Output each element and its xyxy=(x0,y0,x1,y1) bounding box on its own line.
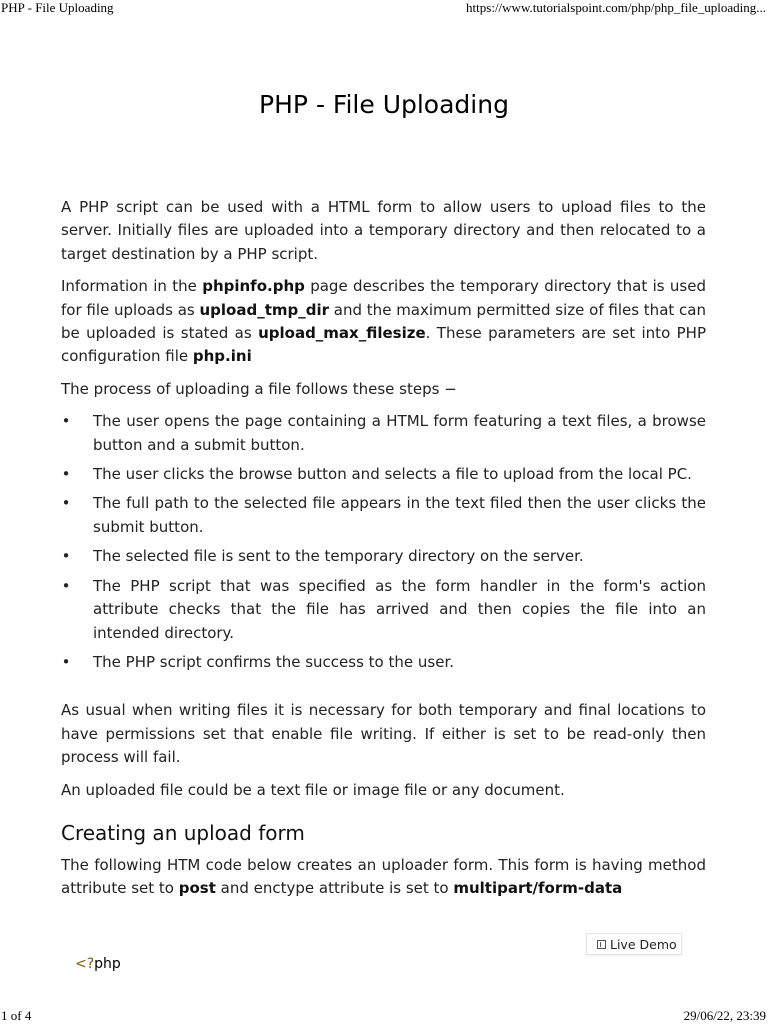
bullet-icon: • xyxy=(61,576,71,595)
bullet-icon: • xyxy=(61,494,71,513)
text-run: . These parameters are set into PHP configuration file xyxy=(61,324,707,366)
page-counter: 1 of 4 xyxy=(1,1008,32,1023)
list-item xyxy=(61,492,706,539)
text-run: Information in the xyxy=(61,277,203,296)
list-item-text: The PHP script confirms the success to the user. xyxy=(93,652,454,671)
bold-term-upload-max-filesize: upload_max_filesize xyxy=(258,324,426,343)
list-item-text: The full path to the selected file appears in the text filed then the user clicks the submit button. xyxy=(93,494,706,536)
code-snippet xyxy=(75,956,121,972)
bullet-icon: • xyxy=(61,412,71,431)
list-item xyxy=(61,410,706,457)
bullet-icon: • xyxy=(61,652,71,671)
text-run: and enctype attribute is set to xyxy=(215,879,454,898)
bullet-icon: • xyxy=(61,465,71,484)
permissions-paragraph: As usual when writing files it is necessary for both temporary and final locations to have permissions set that enable file writing. If either is set to be read-only then process will fail. xyxy=(61,701,706,767)
list-item xyxy=(61,463,706,486)
page-title: PHP - File Uploading xyxy=(259,90,509,119)
text-run: The following HTM code below creates an uploader form. This form is having method attribute set to xyxy=(61,855,706,898)
bold-term-post: post xyxy=(178,879,216,898)
print-footer xyxy=(0,1008,768,1024)
steps-list xyxy=(61,410,706,674)
list-item-text: The PHP script that was specified as the form handler in the form's action attribute checks that the file has arrived and then copies the file into an intended directory. xyxy=(93,576,706,642)
article-content xyxy=(61,196,706,910)
list-item-text: The user opens the page containing a HTML form featuring a text files, a browse button and a submit button. xyxy=(93,412,706,454)
print-header xyxy=(0,0,768,16)
spacer xyxy=(61,683,706,699)
text-run: and the maximum permitted size of files that can be uploaded is stated as xyxy=(61,300,706,343)
intro-paragraph-2 xyxy=(61,275,706,369)
live-demo-button[interactable] xyxy=(586,933,682,955)
print-datetime: 29/06/22, 23:39 xyxy=(683,1008,766,1023)
bold-term-phpinfo: phpinfo.php xyxy=(202,277,305,296)
bullet-icon: • xyxy=(61,547,71,566)
list-item xyxy=(61,575,706,645)
bold-term-php-ini: php.ini xyxy=(192,347,252,366)
bold-term-multipart: multipart/form-data xyxy=(453,879,623,898)
intro-paragraph-3: The process of uploading a file follows these steps − xyxy=(61,379,457,398)
list-item-text: The user clicks the browse button and selects a file to upload from the local PC. xyxy=(93,465,692,484)
text-run: page describes the temporary directory that is used for file uploads as xyxy=(61,277,706,319)
section-heading: Creating an upload form xyxy=(61,820,305,845)
print-header-title: PHP - File Uploading xyxy=(1,0,114,15)
code-open-tag: <? xyxy=(75,956,95,972)
bold-term-upload-tmp-dir: upload_tmp_dir xyxy=(199,300,330,319)
file-types-paragraph: An uploaded file could be a text file or image file or any document. xyxy=(61,780,565,799)
section-paragraph xyxy=(61,854,706,901)
live-demo-label: Live Demo xyxy=(610,936,677,952)
list-item-text: The selected file is sent to the temporary directory on the server. xyxy=(93,547,584,566)
print-header-url: https://www.tutorialspoint.com/php/php_file_uploading... xyxy=(466,0,766,15)
live-demo-icon xyxy=(597,940,606,949)
intro-paragraph-1: A PHP script can be used with a HTML form to allow users to upload files to the server. Initially files are uploaded into a temporary directory and then relocated to a target destination by a PHP script. xyxy=(61,198,706,263)
code-keyword: php xyxy=(94,956,121,972)
list-item xyxy=(61,545,706,568)
list-item xyxy=(61,651,706,674)
